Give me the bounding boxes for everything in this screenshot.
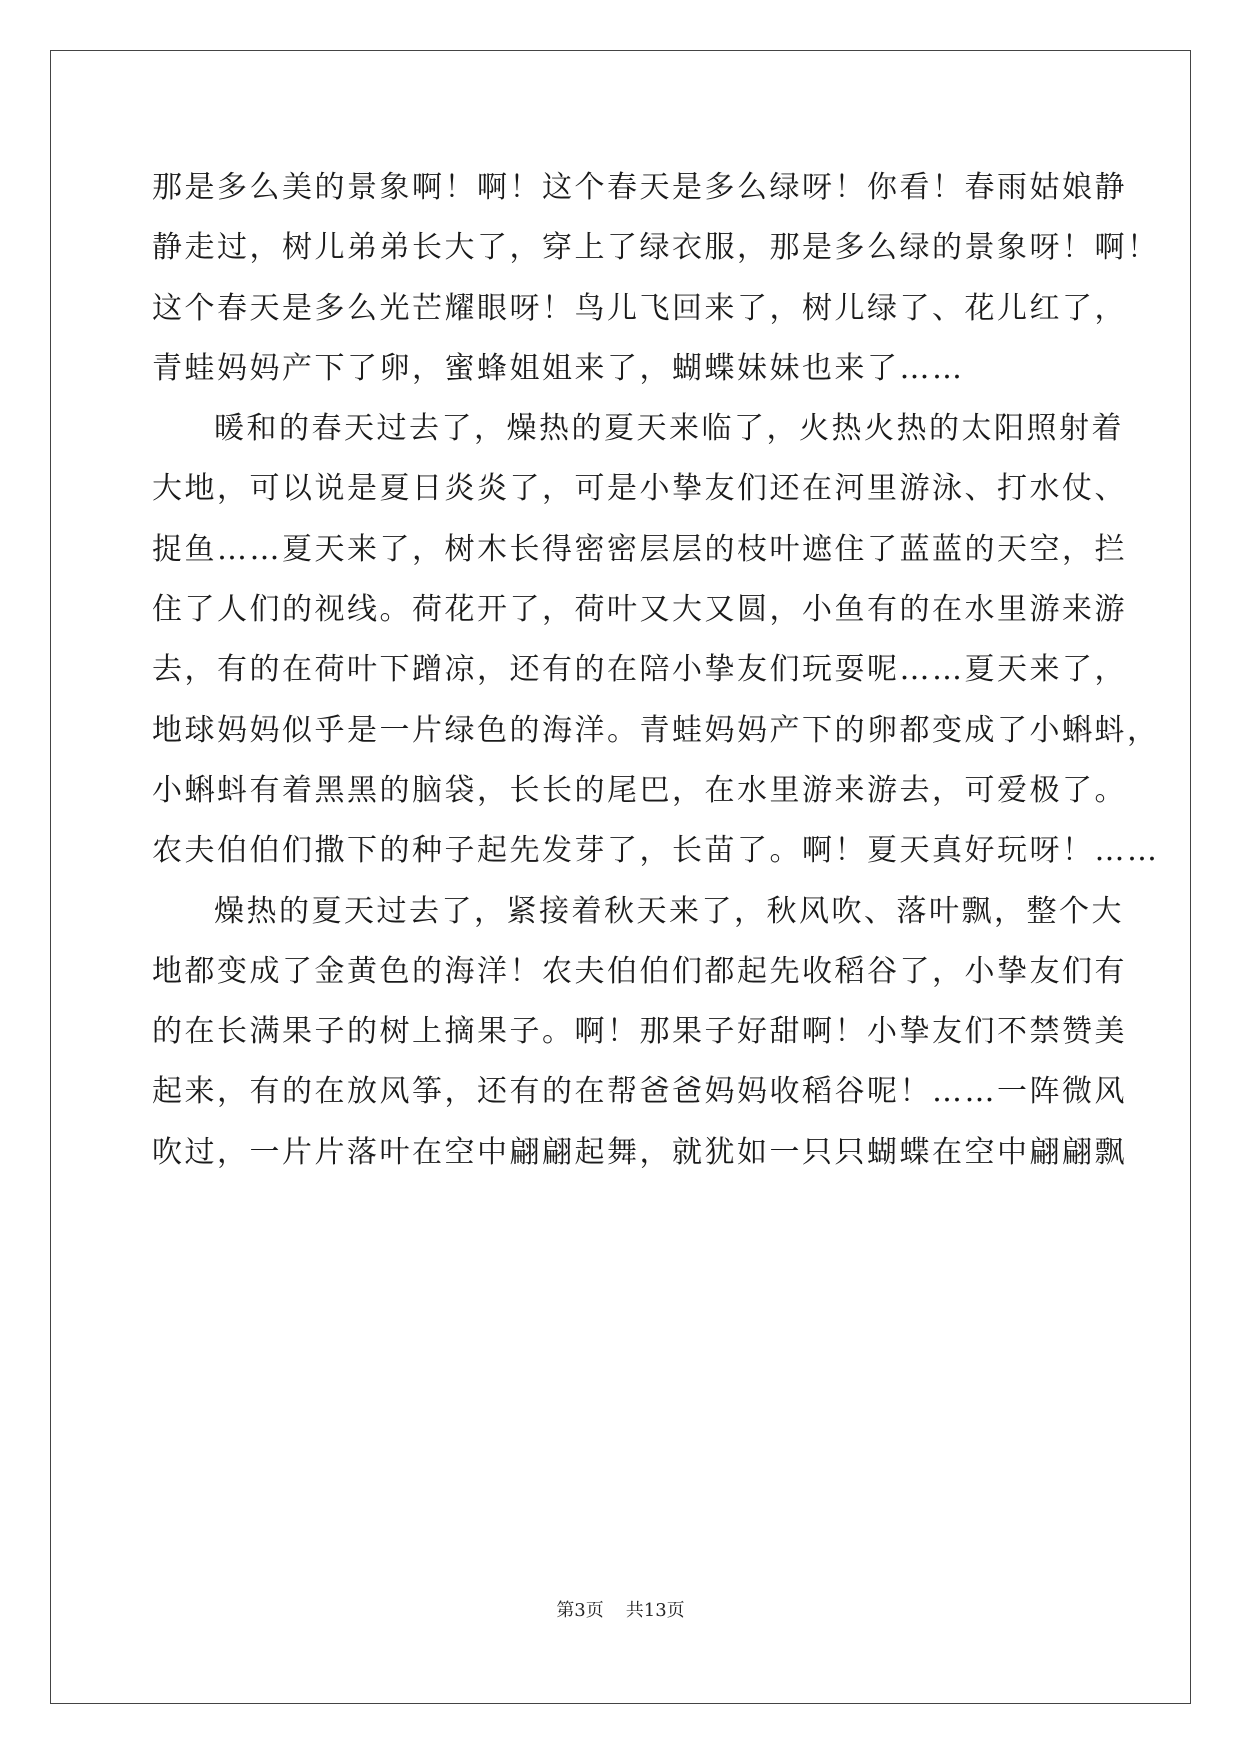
text-line: 住了人们的视线。荷花开了，荷叶又大又圆，小鱼有的在水里游来游 <box>152 592 1127 628</box>
text-line: 吹过，一片片落叶在空中翩翩起舞，就犹如一只只蝴蝶在空中翩翩飘 <box>152 1134 1127 1170</box>
text-line: 大地，可以说是夏日炎炎了，可是小挚友们还在河里游泳、打水仗、 <box>152 471 1127 507</box>
document-body <box>152 158 1160 1183</box>
text-line: 那是多么美的景象啊！啊！这个春天是多么绿呀！你看！春雨姑娘静 <box>152 170 1127 205</box>
text-line: 小蝌蚪有着黑黑的脑袋，长长的尾巴，在水里游来游去，可爱极了。 <box>152 772 1127 808</box>
page-number: 第3页 <box>556 1600 604 1621</box>
text-line: 起来，有的在放风筝，还有的在帮爸爸妈妈收稻谷呢！……一阵微风 <box>152 1074 1127 1110</box>
text-line: 去，有的在荷叶下蹭凉，还有的在陪小挚友们玩耍呢……夏天来了， <box>152 652 1127 688</box>
text-line: 捉鱼……夏天来了，树木长得密密层层的枝叶遮住了蓝蓝的天空，拦 <box>152 531 1127 567</box>
text-line: 青蛙妈妈产下了卵，蜜蜂姐姐来了，蝴蝶妹妹也来了…… <box>152 350 965 386</box>
text-line: 地都变成了金黄色的海洋！农夫伯伯们都起先收稻谷了，小挚友们有 <box>152 953 1127 989</box>
text-line: 这个春天是多么光芒耀眼呀！鸟儿飞回来了，树儿绿了、花儿红了， <box>152 290 1127 326</box>
text-line: 燥热的夏天过去了，紧接着秋天来了，秋风吹、落叶飘，整个大 <box>214 893 1124 929</box>
text-line: 静走过，树儿弟弟长大了，穿上了绿衣服，那是多么绿的景象呀！啊！ <box>152 230 1160 266</box>
page-footer <box>0 1596 1241 1622</box>
text-line: 农夫伯伯们撒下的种子起先发芽了，长苗了。啊！夏天真好玩呀！…… <box>152 833 1160 869</box>
total-pages: 共13页 <box>625 1600 685 1621</box>
text-line: 地球妈妈似乎是一片绿色的海洋。青蛙妈妈产下的卵都变成了小蝌蚪， <box>152 712 1160 748</box>
text-line: 暖和的春天过去了，燥热的夏天来临了，火热火热的太阳照射着 <box>214 411 1124 447</box>
text-line: 的在长满果子的树上摘果子。啊！那果子好甜啊！小挚友们不禁赞美 <box>152 1014 1127 1050</box>
